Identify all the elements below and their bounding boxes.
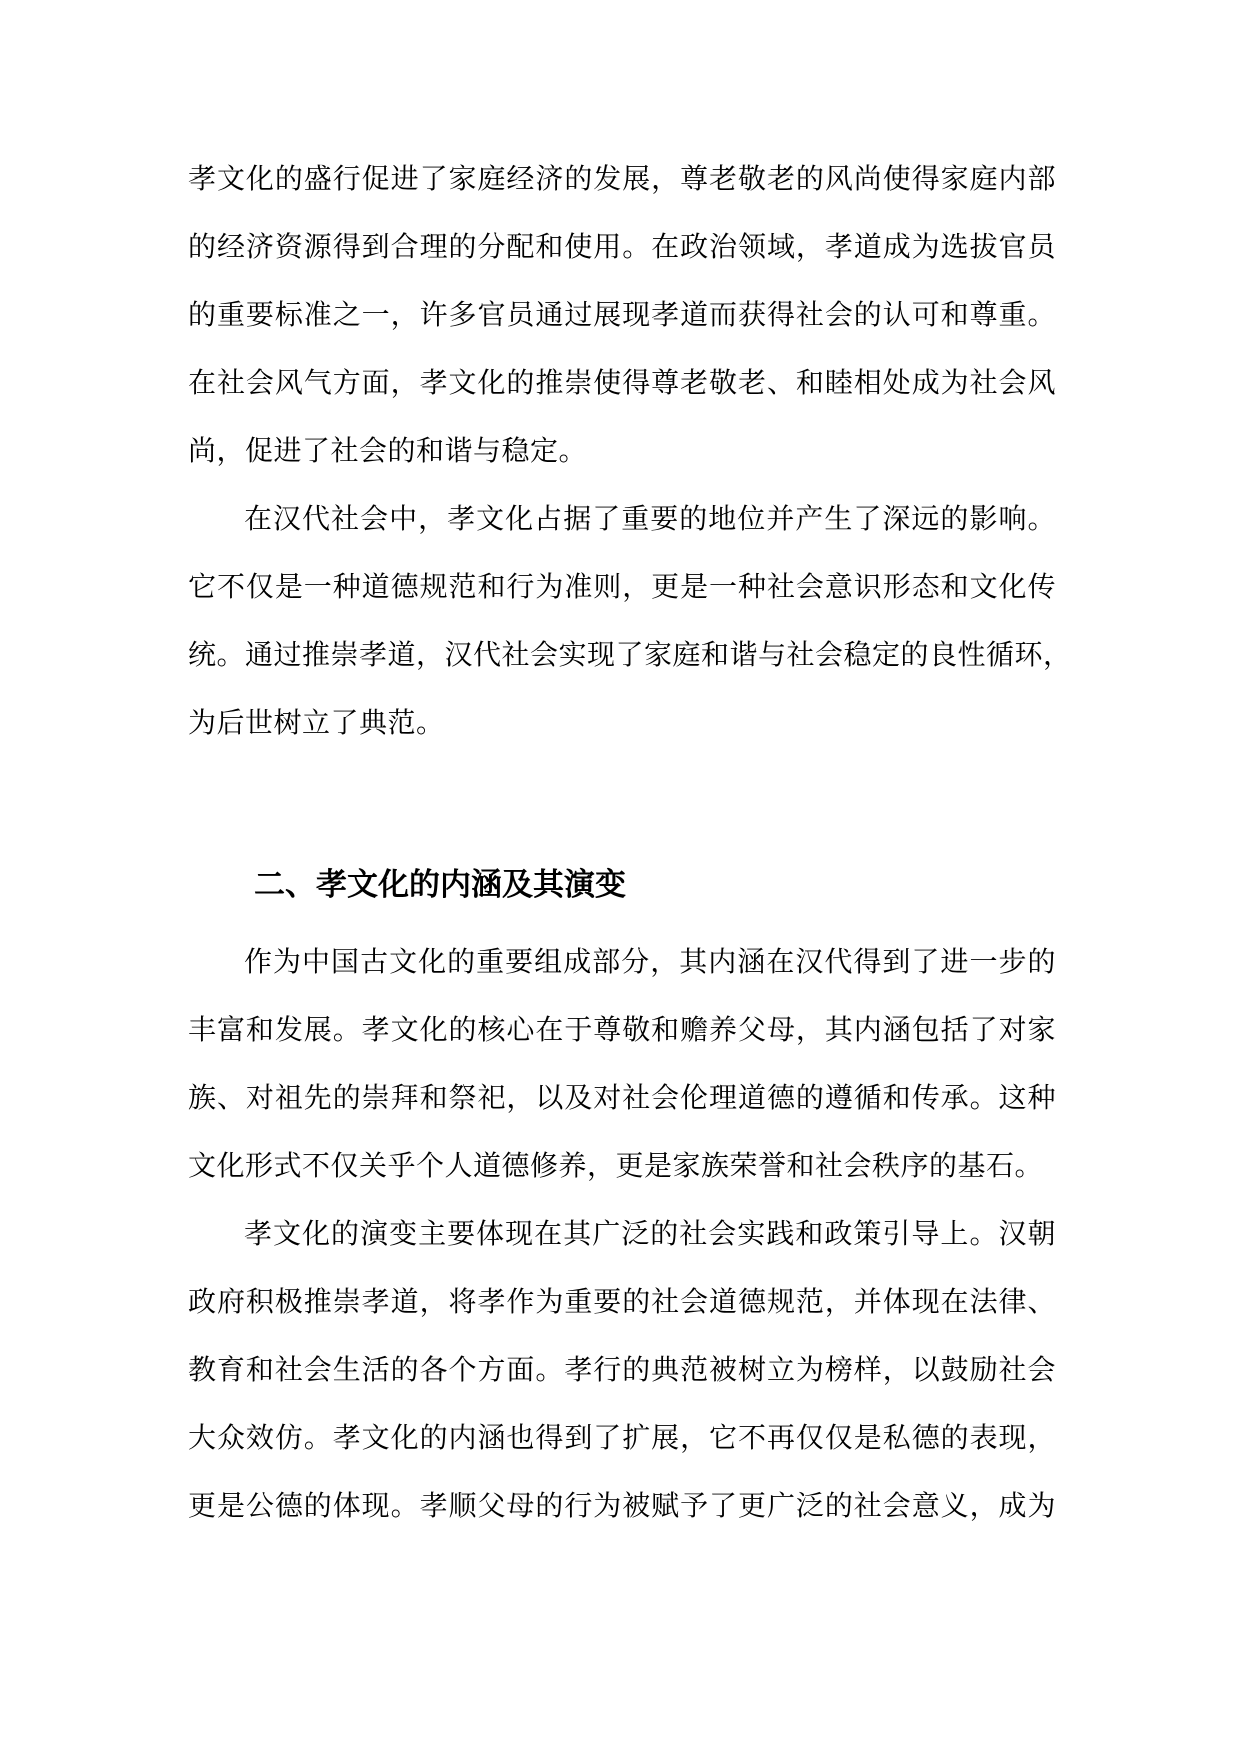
paragraph-line: 丰富和发展。孝文化的核心在于尊敬和赡养父母，其内涵包括了对家	[188, 1013, 1056, 1046]
paragraph-line: 尚，促进了社会的和谐与稳定。	[188, 434, 588, 467]
paragraph-line: 族、对祖先的崇拜和祭祀，以及对社会伦理道德的遵循和传承。这种	[188, 1081, 1056, 1114]
paragraph-line: 的经济资源得到合理的分配和使用。在政治领域，孝道成为选拔官员	[188, 230, 1056, 263]
paragraph-3	[188, 928, 1056, 1200]
section-heading: 二、孝文化的内涵及其演变	[254, 867, 626, 903]
paragraph-line: 更是公德的体现。孝顺父母的行为被赋予了更广泛的社会意义，成为	[188, 1489, 1056, 1522]
paragraph-line: 文化形式不仅关乎个人道德修养，更是家族荣誉和社会秩序的基石。	[188, 1149, 1044, 1182]
paragraph-line: 的重要标准之一，许多官员通过展现孝道而获得社会的认可和尊重。	[188, 298, 1056, 331]
paragraph-line: 作为中国古文化的重要组成部分，其内涵在汉代得到了进一步的	[244, 945, 1056, 978]
paragraph-line: 统。通过推崇孝道，汉代社会实现了家庭和谐与社会稳定的良性循环，	[188, 638, 1072, 671]
paragraph-1	[188, 145, 1056, 485]
paragraph-4	[188, 1200, 1056, 1540]
paragraph-line: 政府积极推崇孝道，将孝作为重要的社会道德规范，并体现在法律、	[188, 1285, 1056, 1318]
paragraph-line: 在社会风气方面，孝文化的推崇使得尊老敬老、和睦相处成为社会风	[188, 366, 1056, 399]
paragraph-2	[188, 485, 1072, 757]
paragraph-line: 大众效仿。孝文化的内涵也得到了扩展，它不再仅仅是私德的表现，	[188, 1421, 1056, 1454]
body-text-top	[188, 145, 1072, 757]
paragraph-line: 教育和社会生活的各个方面。孝行的典范被树立为榜样，以鼓励社会	[188, 1353, 1056, 1386]
body-text-bottom	[188, 928, 1056, 1540]
paragraph-line: 孝文化的盛行促进了家庭经济的发展，尊老敬老的风尚使得家庭内部	[188, 162, 1056, 195]
paragraph-line: 为后世树立了典范。	[188, 706, 445, 739]
paragraph-line: 它不仅是一种道德规范和行为准则，更是一种社会意识形态和文化传	[188, 570, 1056, 603]
paragraph-line: 孝文化的演变主要体现在其广泛的社会实践和政策引导上。汉朝	[244, 1217, 1056, 1250]
paragraph-line: 在汉代社会中，孝文化占据了重要的地位并产生了深远的影响。	[244, 502, 1056, 535]
